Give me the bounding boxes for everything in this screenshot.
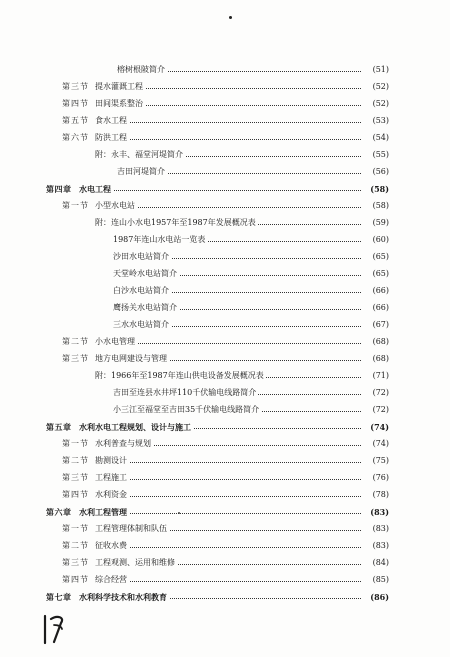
toc-entry-title: 地方电网建设与管理 (95, 351, 169, 367)
toc-section-label: 第三节 (62, 473, 89, 482)
toc-row[interactable] (0, 572, 450, 588)
toc-row[interactable] (0, 589, 450, 605)
toc-row[interactable] (0, 147, 450, 163)
toc-page-number: (51) (361, 62, 389, 78)
toc-row[interactable] (0, 419, 450, 435)
toc-entry-title: 工程观测、运用和维修 (95, 555, 177, 571)
toc-page-number: (58) (361, 181, 389, 197)
toc-row[interactable] (0, 368, 450, 384)
toc-row[interactable] (0, 62, 450, 78)
toc-section-label: 第二节 (62, 456, 89, 465)
dot-leader (95, 207, 377, 208)
toc-section-label: 第二节 (62, 337, 89, 346)
toc-entry-title: 提水灌溉工程 (95, 79, 145, 95)
toc-entry-title: 勘测设计 (95, 453, 129, 469)
toc-page-number: (86) (361, 589, 389, 605)
toc-page-number: (67) (361, 317, 389, 333)
dot-leader (95, 139, 377, 140)
toc-section-label: 第四节 (62, 575, 89, 584)
toc-entry-title: 水利水电工程规划、设计与施工 (79, 419, 193, 435)
toc-page-number: (52) (361, 79, 389, 95)
toc-entry-title: 水利科学技术和水利教育 (79, 589, 169, 605)
toc-row[interactable] (0, 402, 450, 418)
toc-entry-title: 吉田河堤简介 (117, 164, 167, 180)
toc-row[interactable] (0, 266, 450, 282)
toc-row[interactable] (0, 538, 450, 554)
toc-entry-title: 征收水费 (95, 538, 129, 554)
toc-page-number: (59) (361, 215, 389, 231)
toc-page-number: (76) (361, 470, 389, 486)
toc-chapter-label: 第七章 (46, 592, 72, 602)
toc-row[interactable] (0, 351, 450, 367)
toc-page-number: (53) (361, 113, 389, 129)
toc-section-label: 第二节 (62, 541, 89, 550)
toc-entry-title: 三水水电站简介 (113, 317, 171, 333)
scan-speck (229, 16, 232, 19)
toc-page-number: (66) (361, 283, 389, 299)
toc-row[interactable] (0, 555, 450, 571)
toc-page-number: (72) (361, 385, 389, 401)
toc-page-number: (78) (361, 487, 389, 503)
toc-page-number: (84) (361, 555, 389, 571)
toc-row[interactable] (0, 232, 450, 248)
toc-section-label: 第一节 (62, 439, 89, 448)
toc-entry-title: 水利资金 (95, 487, 129, 503)
toc-entry-title: 防洪工程 (95, 130, 129, 146)
toc-entry-title: 鹰扬关水电站简介 (113, 300, 179, 316)
toc-section-label: 第一节 (62, 201, 89, 210)
toc-page-number: (85) (361, 572, 389, 588)
toc-page-number: (65) (361, 249, 389, 265)
toc-row[interactable] (0, 249, 450, 265)
toc-entry-title: 工程施工 (95, 470, 129, 486)
toc-row[interactable] (0, 300, 450, 316)
toc-entry-title: 综合经营 (95, 572, 129, 588)
toc-page-number: (54) (361, 130, 389, 146)
dot-leader (95, 343, 377, 344)
dot-leader (95, 479, 377, 480)
toc-chapter-label: 第四章 (46, 184, 72, 194)
toc-row[interactable] (0, 283, 450, 299)
toc-row[interactable] (0, 181, 450, 197)
dot-leader (79, 190, 377, 191)
toc-row[interactable] (0, 385, 450, 401)
toc-entry-title: 沙田水电站简介 (113, 249, 171, 265)
toc-row[interactable] (0, 453, 450, 469)
toc-entry-title: 水利工程管理 (79, 504, 129, 520)
toc-page-number: (74) (361, 419, 389, 435)
toc-row[interactable] (0, 215, 450, 231)
handwritten-page-mark (40, 613, 68, 645)
toc-page-number: (55) (361, 147, 389, 163)
toc-row[interactable] (0, 521, 450, 537)
toc-entry-title: 吉田至连县水井坪110千伏输电线路简介 (113, 385, 258, 401)
toc-page-number: (56) (361, 164, 389, 180)
toc-entry-title: 天堂岭水电站简介 (113, 266, 179, 282)
toc-page-number: (58) (361, 198, 389, 214)
toc-page-number: (68) (361, 351, 389, 367)
toc-row[interactable] (0, 317, 450, 333)
toc-row[interactable] (0, 487, 450, 503)
toc-section-label: 第六节 (62, 133, 89, 142)
toc-row[interactable] (0, 470, 450, 486)
toc-row[interactable] (0, 113, 450, 129)
dot-leader (95, 462, 377, 463)
toc-row[interactable] (0, 130, 450, 146)
toc-page-number: (83) (361, 538, 389, 554)
toc-page-number: (66) (361, 300, 389, 316)
toc-chapter-label: 第六章 (46, 507, 72, 517)
toc-section-label: 第五节 (62, 116, 89, 125)
toc-entry-title: 榕树根陂简介 (117, 62, 167, 78)
toc-section-label: 第三节 (62, 558, 89, 567)
toc-row[interactable] (0, 504, 450, 520)
toc-section-label: 第三节 (62, 354, 89, 363)
toc-entry-title: 小水电管理 (95, 334, 137, 350)
toc-entry-title: 附：永丰、福堂河堤简介 (95, 147, 185, 163)
toc-entry-title: 小型水电站 (95, 198, 137, 214)
toc-entry-title: 田间渠系整治 (95, 96, 145, 112)
toc-page-number: (71) (361, 368, 389, 384)
toc-page-number: (83) (361, 521, 389, 537)
toc-entry-title: 食水工程 (95, 113, 129, 129)
toc-row[interactable] (0, 436, 450, 452)
toc-entry-title: 附：连山小水电1957年至1987年发展概况表 (95, 215, 258, 231)
toc-page-number: (72) (361, 402, 389, 418)
toc-entry-title: 附：1966年至1987年连山供电设备发展概况表 (95, 368, 266, 384)
toc-row[interactable] (0, 334, 450, 350)
toc-page-number: (60) (361, 232, 389, 248)
toc-row[interactable] (0, 198, 450, 214)
toc-page-number: (83) (361, 504, 389, 520)
toc-entry-title: 水利普查与规划 (95, 436, 153, 452)
toc-section-label: 第四节 (62, 490, 89, 499)
toc-row[interactable] (0, 164, 450, 180)
toc-page-number: (65) (361, 266, 389, 282)
toc-page-number: (75) (361, 453, 389, 469)
toc-entry-title: 水电工程 (79, 181, 113, 197)
toc-section-label: 第一节 (62, 524, 89, 533)
dot-leader (95, 496, 377, 497)
toc-entry-title: 白沙水电站简介 (113, 283, 171, 299)
dot-leader (95, 547, 377, 548)
toc-row[interactable] (0, 96, 450, 112)
toc-row[interactable] (0, 79, 450, 95)
toc-section-label: 第三节 (62, 82, 89, 91)
dot-leader (95, 581, 377, 582)
toc-page-number: (52) (361, 96, 389, 112)
toc-page-number: (74) (361, 436, 389, 452)
toc-entry-title: 1987年连山水电站一览表 (113, 232, 207, 248)
toc-chapter-label: 第五章 (46, 422, 72, 432)
toc-section-label: 第四节 (62, 99, 89, 108)
toc-entry-title: 工程管理体制和队伍 (95, 521, 169, 537)
dot-leader (95, 122, 377, 123)
toc-entry-title: 小三江至福堂至吉田35千伏输电线路简介 (113, 402, 261, 418)
toc-page-number: (68) (361, 334, 389, 350)
